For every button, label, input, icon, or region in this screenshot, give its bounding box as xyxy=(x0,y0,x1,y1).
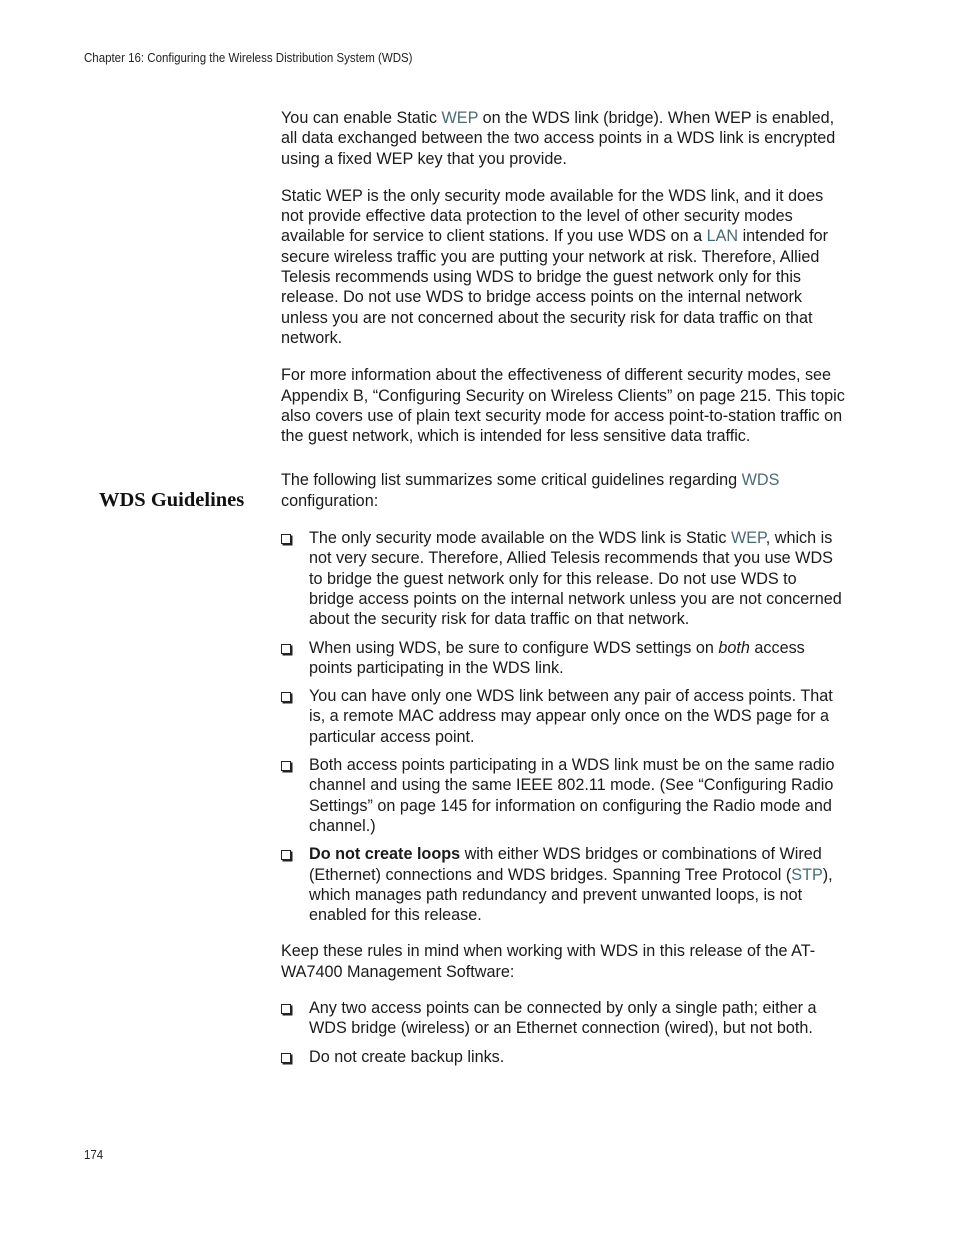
checkbox-bullet-icon xyxy=(281,644,291,654)
emphasis-text: both xyxy=(718,638,750,657)
list-item xyxy=(281,638,846,679)
text-run: on the WDS link (bridge). When WEP is enabled, all data exchanged between the two access points in a WDS link is encrypted using a fixed WEP key that you provide. xyxy=(281,109,836,168)
list-item xyxy=(281,844,846,925)
checkbox-bullet-icon xyxy=(281,761,291,771)
checkbox-bullet-icon xyxy=(281,1004,291,1014)
rules-list xyxy=(281,998,846,1067)
link-stp[interactable]: STP xyxy=(791,865,823,884)
bold-text: Do not create loops xyxy=(309,845,461,864)
checkbox-bullet-icon xyxy=(281,1053,291,1063)
checkbox-bullet-icon xyxy=(281,692,291,702)
page-number: 174 xyxy=(84,1148,104,1162)
paragraph-security-warning xyxy=(281,186,846,348)
text-run: intended for secure wireless traffic you are putting your network at risk. Therefore, Allied Telesis recommends using WDS to bridge the guest network only for this release. Do not use WDS to bridge access points on the internal network unless you are not concerned about the security risk for data traffic on that network. xyxy=(281,227,829,347)
section-heading-wds-guidelines: WDS Guidelines xyxy=(99,489,245,511)
link-lan[interactable]: LAN xyxy=(706,227,739,246)
text-run: Both access points participating in a WDS link must be on the same radio channel and using the same IEEE 802.11 mode. (See “Configuring Radio Settings” on page 145 for information on configuring the Radio mode and channel.) xyxy=(309,756,835,835)
guidelines-list xyxy=(281,528,846,925)
text-run: The only security mode available on the WDS link is Static xyxy=(309,529,731,548)
list-item xyxy=(281,528,846,629)
checkbox-bullet-icon xyxy=(281,534,291,544)
text-run: You can enable Static xyxy=(281,109,442,127)
paragraph-rules-lead: Keep these rules in mind when working with WDS in this release of the AT-WA7400 Management Software: xyxy=(281,942,816,981)
list-item xyxy=(281,686,846,747)
text-run: The following list summarizes some critical guidelines regarding xyxy=(281,471,742,490)
list-item xyxy=(281,1047,846,1067)
text-run: You can have only one WDS link between any pair of access points. That is, a remote MAC address may appear only once on the WDS page for a particular access point. xyxy=(309,687,833,746)
list-item xyxy=(281,998,846,1039)
paragraph-static-wep xyxy=(281,108,846,169)
text-run: with either WDS bridges or combinations of Wired (Ethernet) connections and WDS bridges. Spanning Tree Protocol ( xyxy=(309,845,822,884)
text-run: , which is not very secure. Therefore, Allied Telesis recommends that you use WDS to bridge the guest network only for this release. Do not use WDS to bridge access points on the internal network unless you are not concerned about the security risk for data traffic on that network. xyxy=(309,529,842,629)
main-content xyxy=(281,108,846,1083)
checkbox-bullet-icon xyxy=(281,850,291,860)
running-header: Chapter 16: Configuring the Wireless Distribution System (WDS) xyxy=(84,51,413,65)
link-wep[interactable]: WEP xyxy=(730,529,766,548)
text-run: When using WDS, be sure to configure WDS settings on xyxy=(309,638,719,657)
text-run: Static WEP is the only security mode available for the WDS link, and it does not provide effective data protection to the level of other security modes available for service to client stations. If you use WDS on a xyxy=(281,186,824,246)
text-run: access points participating in the WDS link. xyxy=(309,638,805,677)
link-wds[interactable]: WDS xyxy=(741,471,780,490)
text-run: ), which manages path redundancy and prevent unwanted loops, is not enabled for this release. xyxy=(309,865,833,925)
list-item xyxy=(281,755,846,836)
text-run: configuration: xyxy=(281,491,379,510)
paragraph-more-information: For more information about the effectiveness of different security modes, see Appendix B, “Configuring Security on Wireless Clients” on page 215. This topic also covers use of plain text security mode for access point-to-station traffic on the guest network, which is intended for less sensitive data traffic. xyxy=(281,366,845,446)
link-wep[interactable]: WEP xyxy=(441,109,479,127)
paragraph-guidelines-lead xyxy=(281,470,846,511)
text-run: Any two access points can be connected by only a single path; either a WDS bridge (wireless) or an Ethernet connection (wired), but not both. xyxy=(309,998,817,1038)
text-run: Do not create backup links. xyxy=(309,1047,505,1066)
